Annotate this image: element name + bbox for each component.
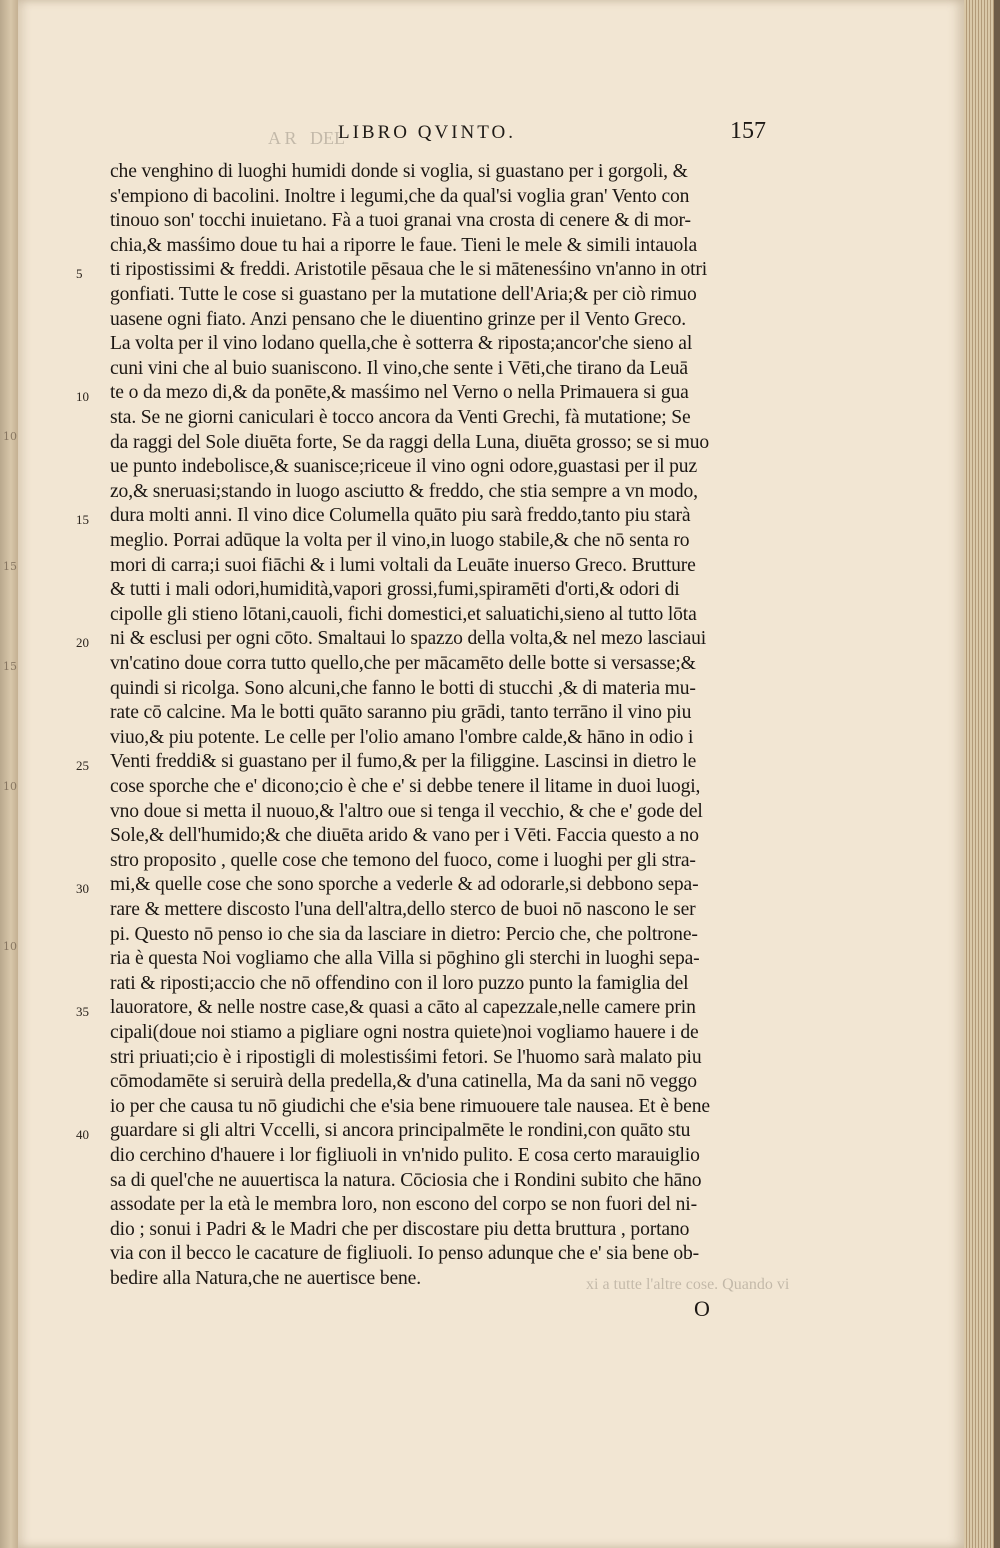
text-line: dura molti anni. Il vino dice Columella quāto piu sarà freddo,tanto piu starà [110, 505, 691, 527]
facing-page-mark: 15 [3, 660, 17, 673]
show-through-right: A R [268, 128, 297, 148]
text-line: tinouo son' tocchi inuietano. Fà a tuoi granai vna crosta di cenere & di mor- [110, 210, 691, 232]
line-number: 35 [76, 1004, 89, 1020]
text-line: bedire alla Natura,che ne auertisce bene. [110, 1268, 421, 1289]
text-line: Sole,& dell'humido;& che diuēta arido & vano per i Vēti. Faccia questo a no [110, 825, 699, 847]
line-number: 5 [76, 266, 83, 282]
text-line: zo,& sneruasi;stando in luogo asciutto & freddo, che stia sempre a vn modo, [110, 480, 698, 502]
text-line: cipali(doue noi stiamo a pigliare ogni nostra quiete)noi vogliamo hauere i de [110, 1022, 699, 1043]
text-line: pi. Questo nō penso io che sia da lasciare in dietro: Percio che, che poltrone- [110, 923, 698, 945]
text-line: dio ; sonui i Padri & le Madri che per discostare piu detta bruttura , portano [110, 1218, 690, 1240]
text-line: dio cerchino d'hauere i lor figliuoli in vn'nido pulito. E cosa certo marauiglio [110, 1145, 700, 1166]
running-title: LIBRO QVINTO. [338, 122, 516, 143]
page-number: 157 [730, 118, 766, 144]
text-line: ue punto indebolisce,& suanisce;riceue il vino ogni odore,guastasi per il puz [110, 456, 697, 478]
text-line: ni & esclusi per ogni cōto. Smaltaui lo spazzo della volta,& nel mezo lasciaui [110, 628, 707, 650]
text-line: cōmodamēte si seruirà della predella,& d'una catinella, Ma da sani nō veggo [110, 1071, 697, 1093]
facing-page-edge [0, 0, 18, 1548]
text-line: meglio. Porrai adūque la volta per il vino,in luogo stabile,& che nō senta ro [110, 530, 690, 551]
text-line: gonfiati. Tutte le cose si guastano per la mutatione dell'Aria;& per ciò rimuo [110, 284, 697, 305]
text-line: assodate per la età le membra loro, non escono del corpo se non fuori del ni- [110, 1194, 697, 1216]
line-number: 30 [76, 881, 89, 897]
facing-page-mark: 10 [3, 430, 17, 443]
text-line: rati & riposti;accio che nō offendino con il loro puzzo punto la famiglia del [110, 972, 689, 994]
line-number: 15 [76, 512, 89, 528]
line-number: 20 [76, 635, 89, 651]
text-line: & tutti i mali odori,humidità,vapori grossi,fumi,spiramēti d'orti,& odori di [110, 579, 680, 601]
text-line: cose sporche che e' dicono;cio è che e' si debbe tenere il litame in duoi luogi, [110, 776, 701, 797]
book-page [18, 0, 964, 1548]
text-line: sa di quel'che ne auuertisca la natura. Cōciosia che i Rondini subito che hāno [110, 1169, 702, 1191]
line-number: 10 [76, 389, 89, 405]
text-line: chia,& masśimo doue tu hai a riporre le faue. Tieni le mele & simili intauola [110, 234, 698, 256]
text-line: ti ripostissimi & freddi. Aristotile pēsaua che le si mātenesśino vn'anno in otri [110, 259, 708, 281]
text-line: da raggi del Sole diuēta forte, Se da raggi della Luna, diuēta grosso; se si muo [110, 431, 710, 453]
text-line: sta. Se ne giorni caniculari è tocco ancora da Venti Grechi, fà mutatione; Se [110, 407, 691, 428]
text-line: guardare si gli altri Vccelli, si ancora principalmēte le rondini,con quāto stu [110, 1120, 691, 1142]
page-stack-edge [964, 0, 1000, 1548]
facing-page-mark: 10 [3, 940, 17, 953]
text-line: viuo,& piu potente. Le celle per l'olio amano l'ombre calde,& hāno in odio i [110, 726, 694, 748]
text-line: mori di carra;i suoi fiāchi & i lumi voltali da Leuāte inuerso Greco. Brutture [110, 554, 696, 576]
text-line: te o da mezo di,& da ponēte,& masśimo nel Verno o nella Primauera si gua [110, 382, 689, 404]
text-line: rate cō calcine. Ma le botti quāto saranno piu grādi, tanto terrāno il vino piu [110, 702, 692, 724]
text-line: stro proposito , quelle cose che temono del fuoco, come i luoghi per gli stra- [110, 849, 696, 871]
text-line: vno doue si metta il nuouo,& l'altro oue si tenga il vecchio, & che e' gode del [110, 800, 703, 822]
line-number: 25 [76, 758, 89, 774]
text-line: rare & mettere discosto l'una dell'altra,dello sterco de buoi nō nascono le ser [110, 899, 696, 920]
text-line: ria è questa Noi vogliamo che alla Villa si pōghino gli sterchi in luoghi sepa- [110, 948, 700, 970]
text-line: cuni vini che al buio suanisconο. Il vino,che sente i Vēti,che tirano da Leuā [110, 357, 688, 379]
text-line: La volta per il vino lodano quella,che è sotterra & riposta;ancor'che sieno al [110, 333, 693, 355]
text-line: io per che causa tu nō giudichi che e'sia bene rimuouere tale nausea. Et è bene [110, 1095, 710, 1117]
text-line: Venti freddi& si guastano per il fumo,& per la filiggine. Lascinsi in dietro le [110, 751, 697, 773]
text-line: uasene ogni fiato. Anzi pensano che le diuentino grinze per il Vento Greco. [110, 308, 687, 330]
facing-page-mark: 15 [3, 560, 17, 573]
show-through-bottom: xi a tutte l'altre cose. Quando vi [586, 1276, 790, 1293]
text-line: s'empiono di bacolini. Inoltre i legumi,che da qual'si voglia gran' Vento con [110, 185, 690, 207]
text-line: via con il becco le cacature de figliuoli. Io penso adunque che e' sia bene ob- [110, 1243, 700, 1265]
text-line: stri priuati;cio è i ripostigli di molestisśimi fetori. Se l'huomo sarà malato piu [110, 1046, 702, 1068]
text-line: quindi si ricolga. Sono alcuni,che fanno le botti di stucchi ,& di materia mu- [110, 677, 696, 699]
text-line: vn'catino doue corra tutto quello,che per mācamēto delle botte si versasse;& [110, 653, 696, 674]
signature-mark: O [694, 1296, 710, 1321]
text-line: che venghino di luoghi humidi donde si voglia, si guastano per i gorgoli, & [110, 161, 688, 182]
text-line: cipolle gli stieno lōtani,cauoli, fichi domestici,et saluatichi,sieno al tutto lōta [110, 603, 697, 625]
facing-page-mark: 10 [3, 780, 17, 793]
text-line: mi,& quelle cose che sono sporche a vederle & ad odorarle,si debbono sepa- [110, 874, 699, 896]
show-through-left: DEL [310, 128, 345, 148]
line-number: 40 [76, 1127, 89, 1143]
text-line: lauoratore, & nelle nostre case,& quasi a cāto al capezzale,nelle camere prin [110, 997, 696, 1019]
